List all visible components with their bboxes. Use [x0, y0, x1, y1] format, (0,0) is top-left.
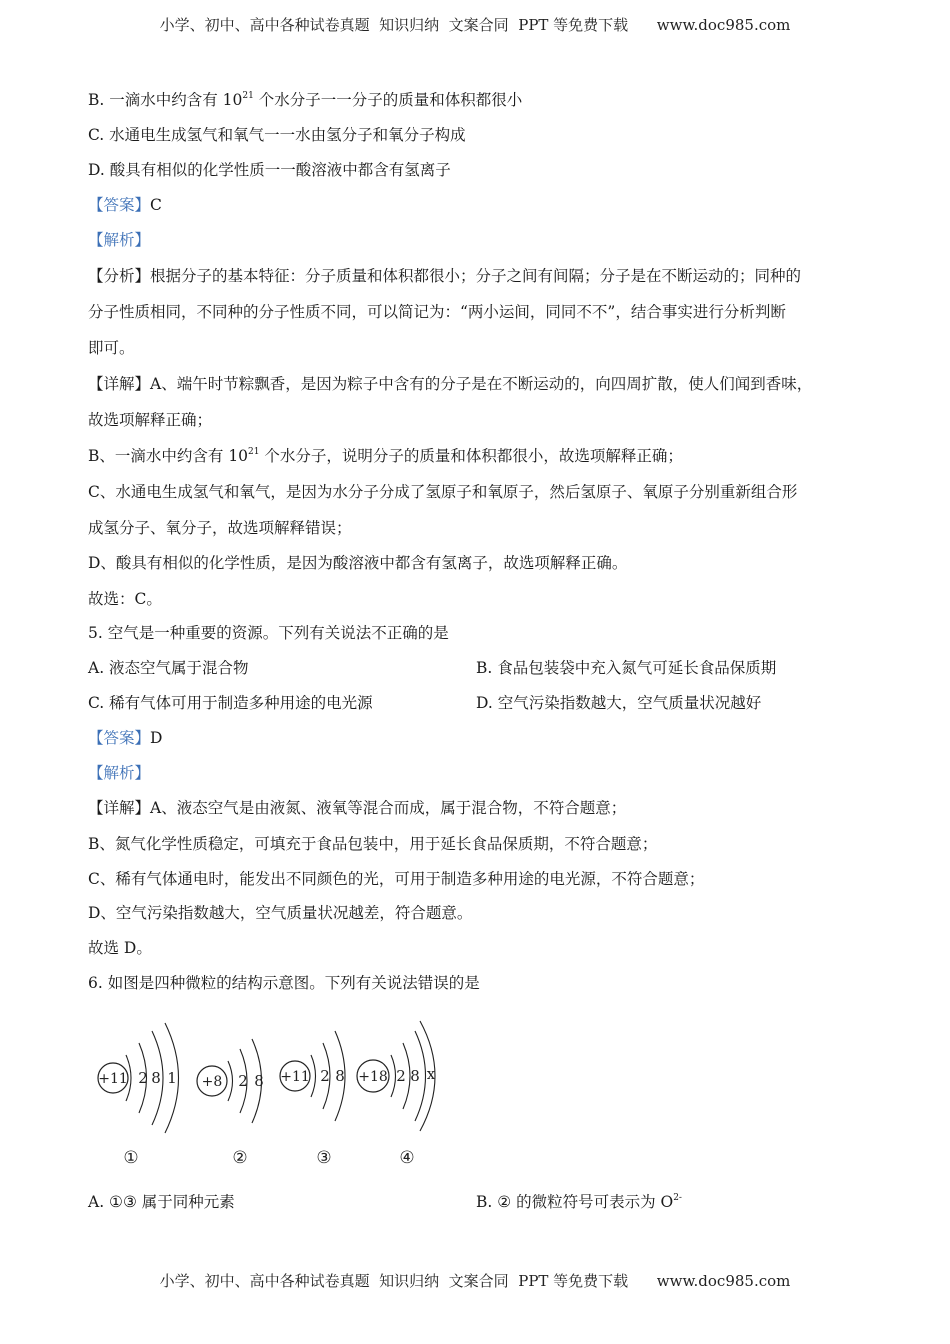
- q5-analysis-tag: 【解析】: [88, 764, 151, 782]
- shell-electron-count: 8: [151, 1069, 161, 1087]
- shell-electron-count: 8: [254, 1072, 264, 1090]
- q5-option-a: A. 液态空气属于混合物: [88, 659, 249, 677]
- q6-option-b: B. ② 的微粒符号可表示为 $O^{2-}$: [476, 1193, 682, 1211]
- q4-option-b: B. 一滴水中约含有 $10^{21}$ 个水分子一一分子的质量和体积都很小: [88, 91, 523, 109]
- q5-option-b: B. 食品包装袋中充入氮气可延长食品保质期: [476, 659, 777, 677]
- particle-4: [357, 1021, 436, 1168]
- q4-detail-line-2: 故选项解释正确；: [88, 411, 213, 429]
- nucleus-charge: +18: [358, 1069, 388, 1085]
- q4-detail-line-3: B、一滴水中约含有 $10^{21}$ 个水分子，说明分子的质量和体积都很小，故选项解释正确；: [88, 447, 683, 465]
- particle-label: ①: [123, 1148, 139, 1168]
- q4-detail-line-6: D、酸具有相似的化学性质，是因为酸溶液中都含有氢离子，故选项解释正确。: [88, 554, 628, 572]
- q4-fenxi-line-1: 【分析】根据分子的基本特征：分子质量和体积都很小；分子之间有间隔；分子是在不断运动的；同种的: [88, 267, 802, 285]
- q5-stem: 5. 空气是一种重要的资源。下列有关说法不正确的是: [88, 624, 449, 642]
- electron-shell-arc: [228, 1061, 233, 1101]
- shell-electron-count: 2: [320, 1067, 330, 1085]
- page-header: 小学、初中、高中各种试卷真题 知识归纳 文案合同 PPT 等免费下载 www.doc985.com: [159, 16, 791, 34]
- q4-option-c: C. 水通电生成氢气和氧气一一水由氢分子和氧分子构成: [88, 126, 466, 144]
- q5-detail-line-1: 【详解】A、液态空气是由液氮、液氧等混合而成，属于混合物，不符合题意；: [88, 799, 627, 817]
- q5-option-c: C. 稀有气体可用于制造多种用途的电光源: [88, 694, 373, 712]
- particle-label: ④: [399, 1148, 415, 1168]
- particle-3: [280, 1031, 345, 1168]
- particle-label: ②: [232, 1148, 248, 1168]
- nucleus-charge: +8: [201, 1074, 223, 1090]
- q5-answer: 【答案】D: [88, 729, 163, 747]
- nucleus-charge: +11: [280, 1069, 310, 1085]
- q4-analysis-tag: 【解析】: [88, 231, 151, 249]
- q6-stem: 6. 如图是四种微粒的结构示意图。下列有关说法错误的是: [88, 974, 480, 992]
- particle-structure-diagram: [88, 1015, 468, 1175]
- particle-2: [197, 1039, 264, 1168]
- particle-1: [98, 1023, 179, 1168]
- shell-electron-count: 2: [238, 1072, 248, 1090]
- shell-electron-count: 1: [167, 1069, 177, 1087]
- q5-option-d: D. 空气污染指数越大，空气质量状况越好: [476, 694, 762, 712]
- q4-option-d: D. 酸具有相似的化学性质一一酸溶液中都含有氢离子: [88, 161, 451, 179]
- shell-electron-count: x: [426, 1065, 436, 1083]
- shell-electron-count: 2: [138, 1069, 148, 1087]
- q4-detail-line-1: 【详解】A、端午时节粽飘香，是因为粽子中含有的分子是在不断运动的，向四周扩散，使人们闻到香味，: [88, 375, 813, 393]
- q5-detail-line-4: D、空气污染指数越大，空气质量状况越差，符合题意。: [88, 904, 473, 922]
- q6-option-a: A. ①③ 属于同种元素: [88, 1193, 235, 1211]
- q4-choose: 故选：C。: [88, 590, 162, 608]
- electron-shell-arc: [311, 1055, 316, 1097]
- shell-electron-count: 2: [396, 1067, 406, 1085]
- shell-electron-count: 8: [410, 1067, 420, 1085]
- particle-label: ③: [316, 1148, 332, 1168]
- shell-electron-count: 8: [335, 1067, 345, 1085]
- q4-detail-line-5: 成氢分子、氧分子，故选项解释错误；: [88, 519, 352, 537]
- electron-shell-arc: [391, 1055, 396, 1097]
- nucleus-charge: +11: [98, 1071, 128, 1087]
- q4-fenxi-line-2: 分子性质相同，不同种的分子性质不同，可以简记为：“两小运间，同同不不”，结合事实进行分析判断: [88, 303, 786, 321]
- q5-detail-line-2: B、氮气化学性质稳定，可填充于食品包装中，用于延长食品保质期，不符合题意；: [88, 835, 658, 853]
- q4-detail-line-4: C、水通电生成氢气和氧气，是因为水分子分成了氢原子和氧原子，然后氢原子、氧原子分别重新组合形: [88, 483, 798, 501]
- q5-detail-line-3: C、稀有气体通电时，能发出不同颜色的光，可用于制造多种用途的电光源，不符合题意；: [88, 870, 705, 888]
- q4-answer: 【答案】C: [88, 196, 162, 214]
- page-footer: 小学、初中、高中各种试卷真题 知识归纳 文案合同 PPT 等免费下载 www.doc985.com: [159, 1272, 791, 1290]
- q5-choose: 故选 D。: [88, 939, 152, 957]
- q4-fenxi-line-3: 即可。: [88, 339, 135, 357]
